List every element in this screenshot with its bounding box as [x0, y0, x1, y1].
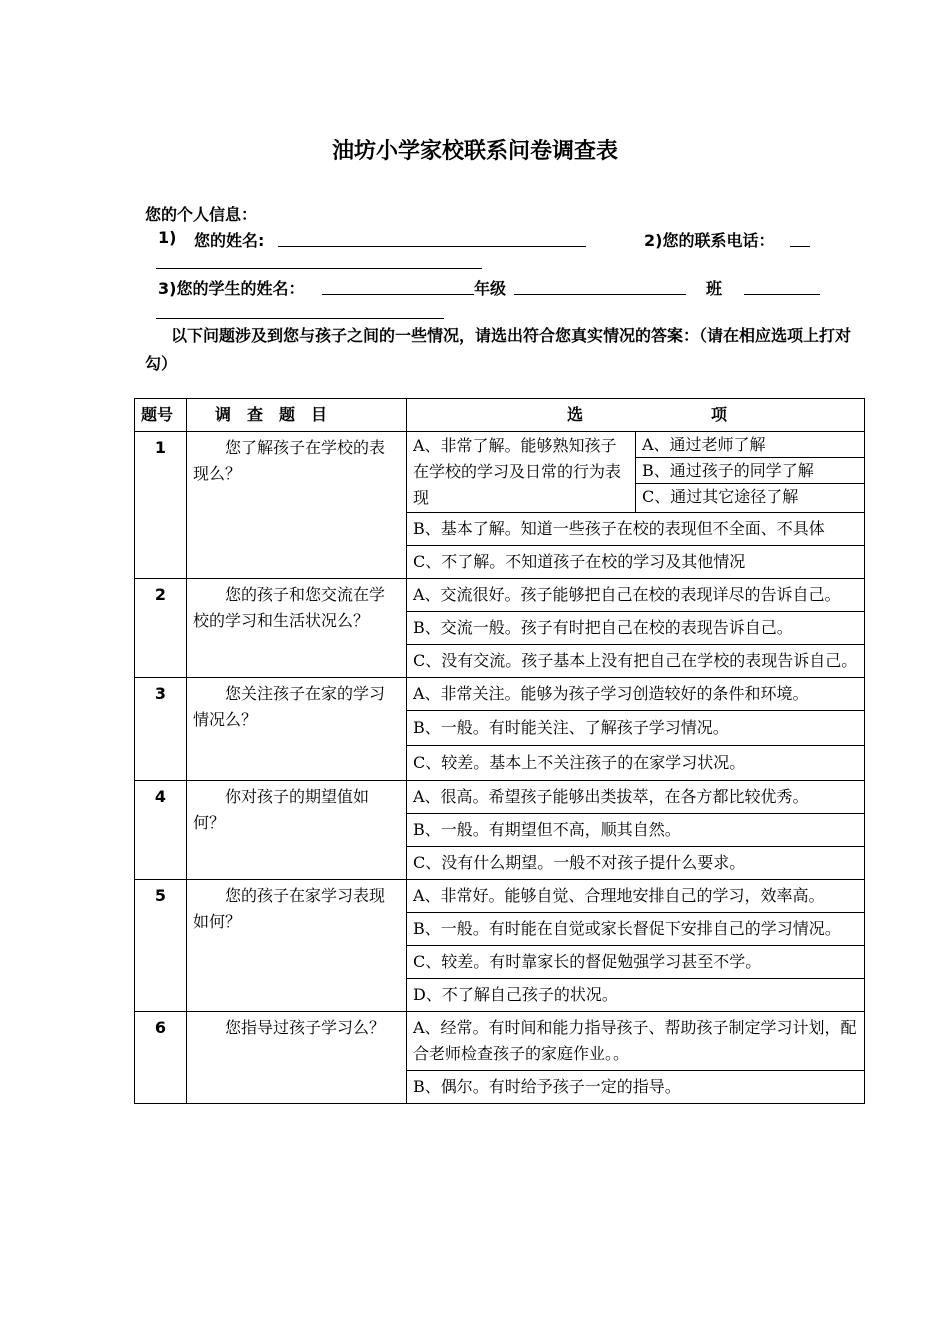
option-a[interactable]: A、很高。希望孩子能够出类拔萃，在各方都比较优秀。	[407, 781, 865, 814]
intro-text: 以下问题涉及到您与孩子之间的一些情况，请选出符合您真实情况的答案：（请在相应选项上打对勾）	[145, 326, 852, 373]
table-row	[135, 1012, 865, 1071]
question-number: 6	[135, 1012, 187, 1104]
option-c[interactable]: C、较差。有时靠家长的督促勉强学习甚至不学。	[407, 946, 865, 979]
question-number: 3	[135, 678, 187, 781]
option-a[interactable]: A、交流很好。孩子能够把自己在校的表现详尽的告诉自己。	[407, 579, 865, 612]
question-number: 4	[135, 781, 187, 880]
table-row	[135, 678, 865, 711]
option-b[interactable]: B、一般。有期望但不高，顺其自然。	[407, 814, 865, 847]
class-field-continued[interactable]	[156, 318, 444, 319]
option-c[interactable]: C、没有交流。孩子基本上没有把自己在学校的表现告诉自己。	[407, 645, 865, 678]
question-number: 1	[135, 432, 187, 579]
grade-label: 年级	[474, 279, 507, 298]
option-a[interactable]: A、非常了解。能够熟知孩子在学校的学习及日常的行为表现	[413, 432, 636, 512]
phone-label: 2)您的联系电话：	[644, 231, 775, 250]
option-b[interactable]: B、交流一般。孩子有时把自己在校的表现告诉自己。	[407, 612, 865, 645]
option-b[interactable]: B、基本了解。知道一些孩子在校的表现但不全面、不具体	[407, 513, 865, 546]
table-header-row	[135, 399, 865, 432]
phone-field[interactable]	[790, 246, 810, 247]
option-b[interactable]: B、一般。有时能在自觉或家长督促下安排自己的学习情况。	[407, 913, 865, 946]
option-b[interactable]: B、偶尔。有时给予孩子一定的指导。	[407, 1071, 865, 1104]
grade-field[interactable]	[514, 294, 686, 295]
table-row	[135, 432, 865, 513]
student-name-label: 3)您的学生的姓名：	[158, 279, 305, 298]
question-number: 2	[135, 579, 187, 678]
question-text: 你对孩子的期望值如何？	[187, 781, 407, 880]
option-d[interactable]: D、不了解自己孩子的状况。	[407, 979, 865, 1012]
personal-info-heading: 您的个人信息：	[145, 205, 258, 224]
sub-option-a[interactable]: A、通过老师了解	[636, 432, 864, 458]
class-label: 班	[706, 279, 723, 298]
question-text: 您关注孩子在家的学习情况么？	[187, 678, 407, 781]
option-b[interactable]: B、一般。有时能关注、了解孩子学习情况。	[407, 711, 865, 746]
table-row	[135, 781, 865, 814]
question-text: 您了解孩子在学校的表现么？	[187, 432, 407, 579]
name-label: 您的姓名:	[194, 231, 265, 250]
table-row	[135, 579, 865, 612]
option-cell	[407, 432, 865, 513]
class-field[interactable]	[744, 294, 820, 295]
header-options: 选 项	[407, 399, 865, 432]
phone-field-continued[interactable]	[156, 268, 482, 269]
page-title: 油坊小学家校联系问卷调查表	[331, 139, 618, 164]
name-field[interactable]	[278, 246, 586, 247]
option-c[interactable]: C、没有什么期望。一般不对孩子提什么要求。	[407, 847, 865, 880]
question-text: 您的孩子在家学习表现如何？	[187, 880, 407, 1012]
option-c[interactable]: C、不了解。不知道孩子在校的学习及其他情况	[407, 546, 865, 579]
option-a[interactable]: A、非常好。能够自觉、合理地安排自己的学习，效率高。	[407, 880, 865, 913]
survey-table	[134, 398, 865, 1104]
header-num: 题号	[135, 399, 187, 432]
q1-number: 1)	[158, 228, 177, 247]
table-row	[135, 880, 865, 913]
student-name-field[interactable]	[322, 294, 474, 295]
sub-option-c[interactable]: C、通过其它途径了解	[642, 487, 799, 506]
option-c[interactable]: C、较差。基本上不关注孩子的在家学习状况。	[407, 746, 865, 781]
question-text: 您的孩子和您交流在学校的学习和生活状况么？	[187, 579, 407, 678]
header-question: 调 查 题 目	[187, 399, 407, 432]
question-text: 您指导过孩子学习么？	[187, 1012, 407, 1104]
question-number: 5	[135, 880, 187, 1012]
option-a[interactable]: A、非常关注。能够为孩子学习创造较好的条件和环境。	[407, 678, 865, 711]
sub-option-b[interactable]: B、通过孩子的同学了解	[636, 458, 864, 484]
option-a[interactable]: A、经常。有时间和能力指导孩子、帮助孩子制定学习计划，配合老师检查孩子的家庭作业。。	[407, 1012, 865, 1071]
